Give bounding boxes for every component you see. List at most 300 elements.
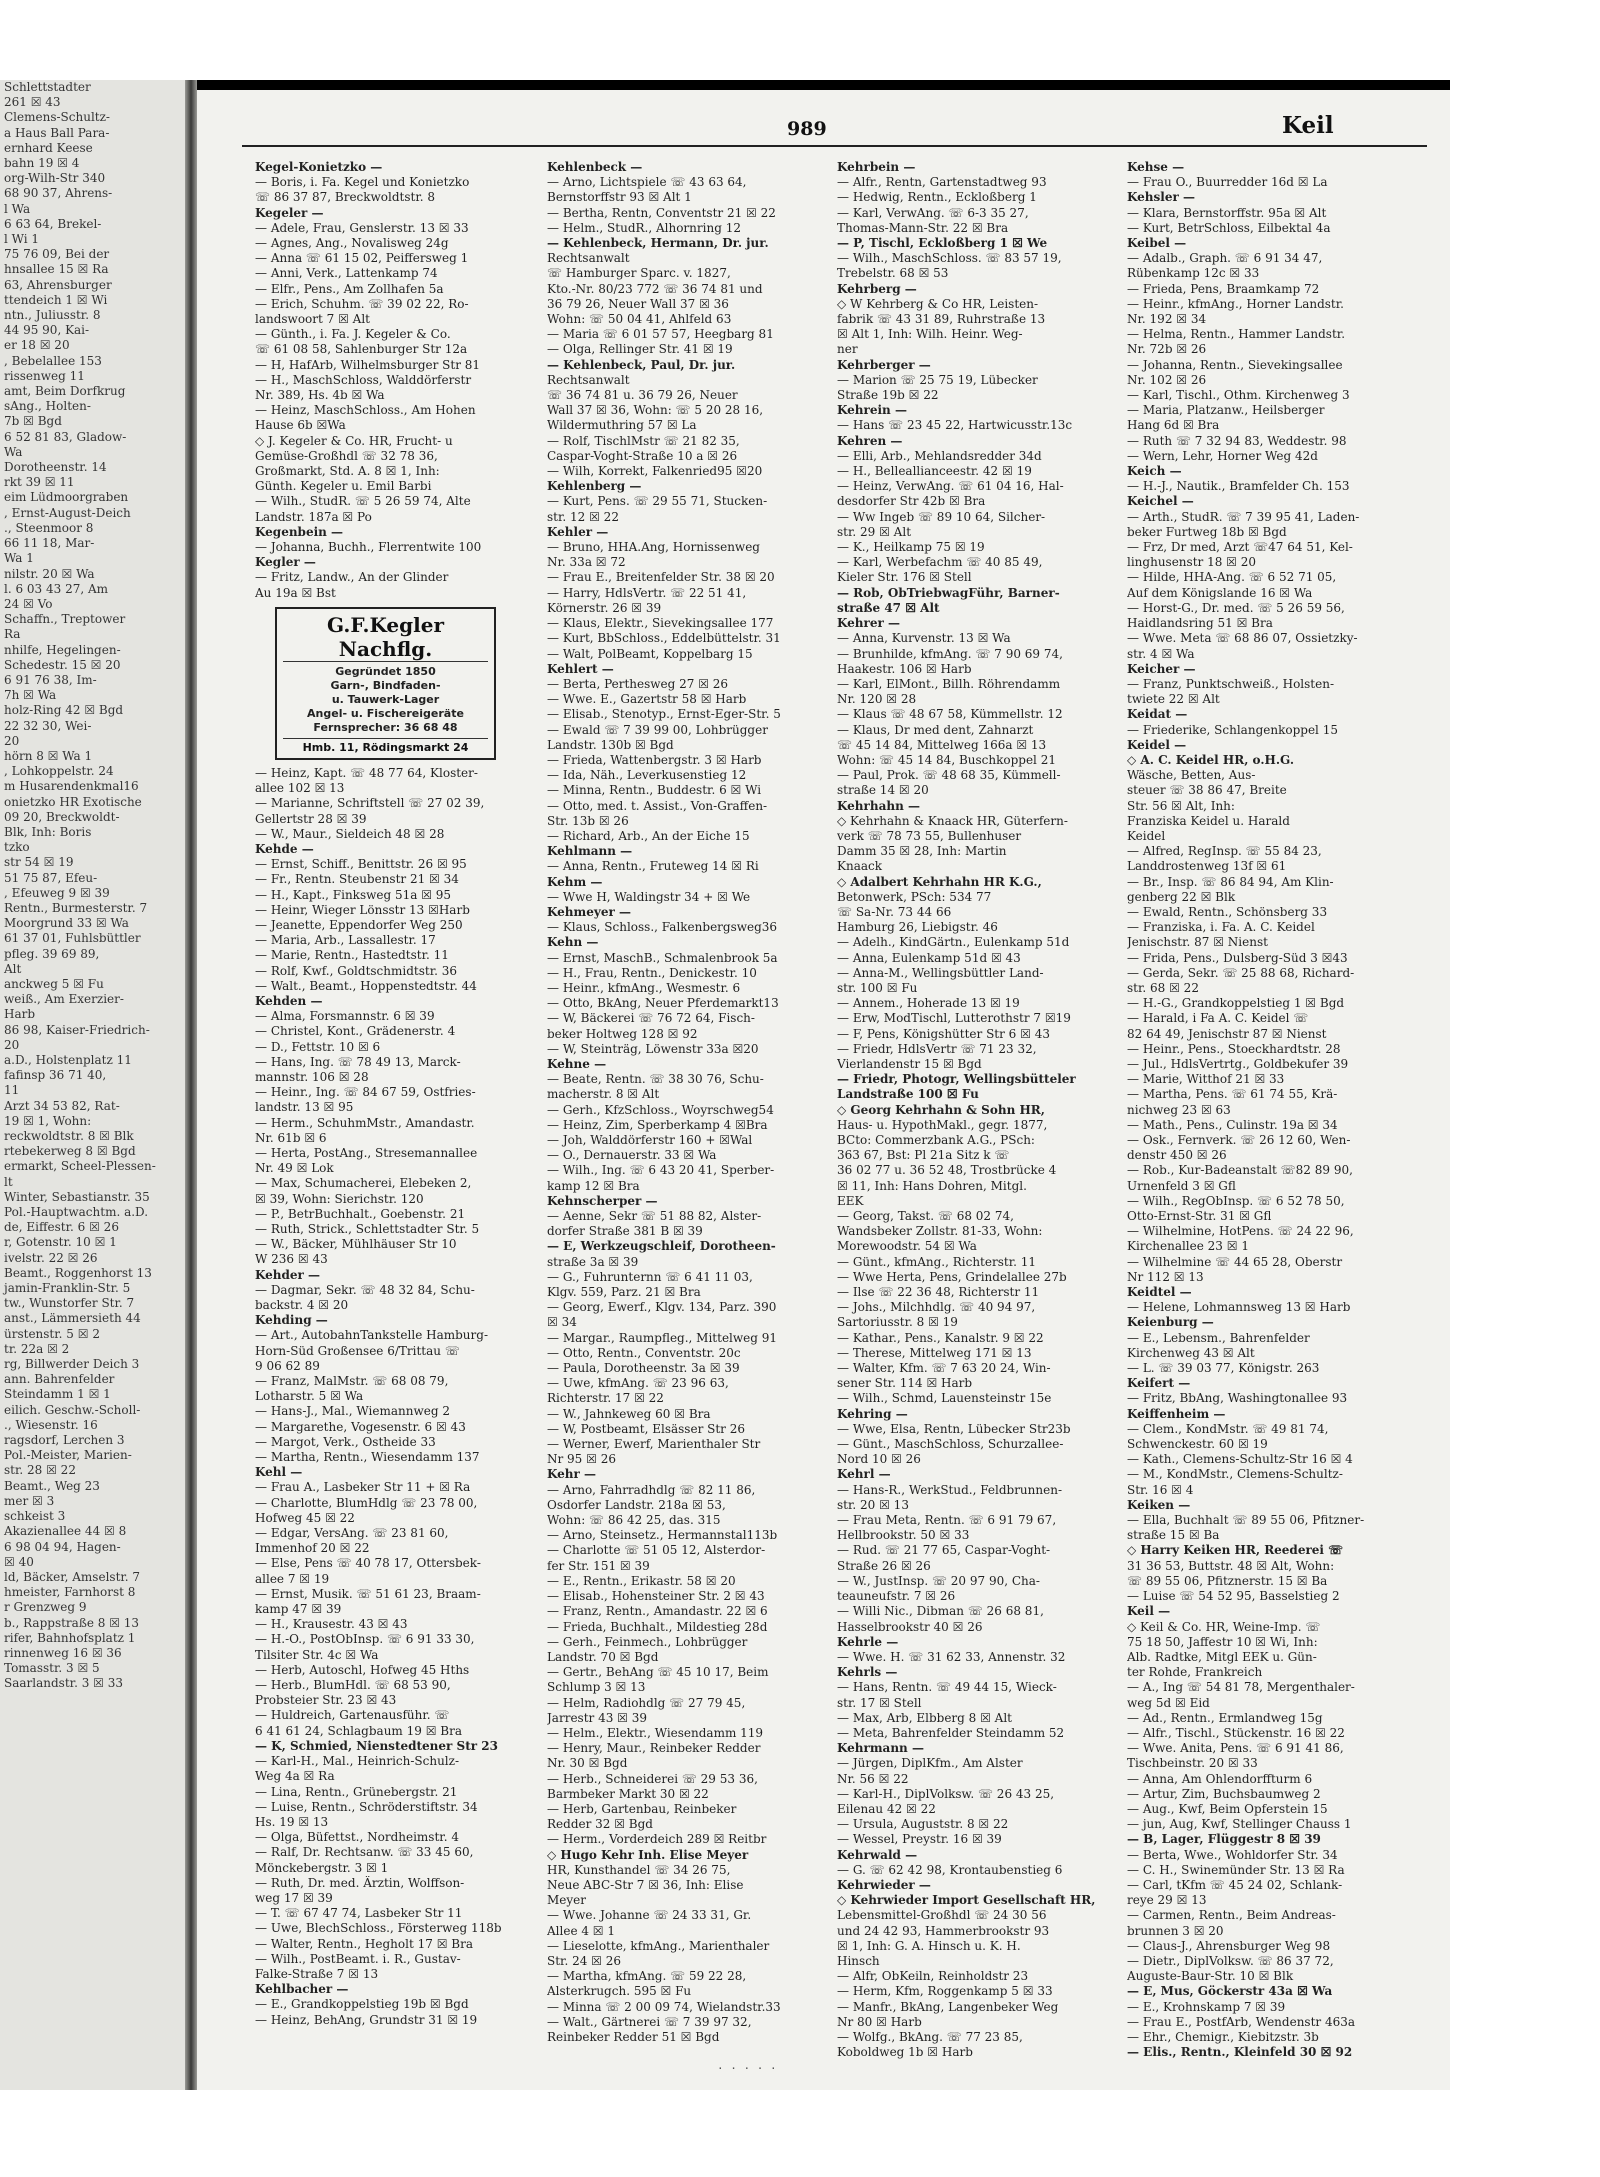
left-page-line: schkeist 3 xyxy=(4,1509,66,1524)
directory-heading: Kehl — xyxy=(255,1465,303,1480)
left-page-line: Clemens-Schultz- xyxy=(4,110,110,125)
directory-entry: — Dietr., DiplVolksw. ☏ 86 37 72, xyxy=(1127,1953,1334,1968)
directory-entry: — E., Grandkoppelstieg 19b ☒ Bgd xyxy=(255,1997,469,2012)
directory-entry: — Ilse ☏ 22 36 48, Richterstr 11 xyxy=(837,1285,1040,1300)
directory-heading: Kehler — xyxy=(547,524,609,539)
left-page-line: weiß., Am Exerzier- xyxy=(4,992,124,1007)
directory-entry: — Ruth ☏ 7 32 94 83, Weddestr. 98 xyxy=(1127,433,1347,448)
directory-heading: Keichel — xyxy=(1127,494,1194,509)
directory-entry: linghusenstr 18 ☒ 20 xyxy=(1127,555,1256,570)
advertisement-line: Garn-, Bindfaden- xyxy=(330,678,441,692)
directory-entry: — Marianne, Schriftstell ☏ 27 02 39, xyxy=(255,796,485,811)
left-page-line: bahn 19 ☒ 4 xyxy=(4,156,80,171)
directory-entry: — Herm., Vorderdeich 289 ☒ Reitbr xyxy=(547,1832,767,1847)
directory-entry: Nr. 389, Hs. 4b ☒ Wa xyxy=(255,388,385,403)
directory-entry: ◇ Keil & Co. HR, Weine-Imp. ☏ xyxy=(1127,1619,1321,1634)
directory-entry: — Dagmar, Sekr. ☏ 48 32 84, Schu- xyxy=(255,1282,475,1297)
directory-entry: — Wilh., Schmd, Lauensteinstr 15e xyxy=(837,1391,1052,1406)
directory-entry: ter Rohde, Frankreich xyxy=(1127,1665,1263,1680)
directory-entry: — Karl, VerwAng. ☏ 6-3 35 27, xyxy=(837,205,1029,220)
directory-heading: — E, Mus, Göckerstr 43a ☒ Wa xyxy=(1127,1984,1333,1999)
directory-entry: — Wilh., Ing. ☏ 6 43 20 41, Sperber- xyxy=(547,1163,775,1178)
directory-entry: kamp 12 ☒ Bra xyxy=(547,1178,640,1193)
left-page-line: l Wa xyxy=(4,201,31,216)
directory-entry: — Ruth, Strick., Schlettstadter Str. 5 xyxy=(255,1221,480,1236)
directory-entry: — Anna, Kurvenstr. 13 ☒ Wa xyxy=(837,631,1011,646)
directory-entry: Falke-Straße 7 ☒ 13 xyxy=(255,1966,379,1981)
advertisement-line: Angel- u. Fischereigeräte xyxy=(307,706,464,720)
directory-entry: str. 12 ☒ 22 xyxy=(547,509,619,524)
directory-entry: — Berta, Perthesweg 27 ☒ 26 xyxy=(547,676,729,691)
directory-entry: — Joh, Walddörferstr 160 + ☒Wal xyxy=(547,1133,753,1147)
directory-heading: Keiken — xyxy=(1127,1497,1191,1512)
directory-entry: weg 5d ☒ Eid xyxy=(1127,1695,1210,1710)
directory-entry: — Herm., SchuhmMstr., Amandastr. xyxy=(255,1115,475,1130)
left-page-line: 44 95 90, Kai- xyxy=(4,323,90,338)
directory-heading: Kehm — xyxy=(547,874,603,889)
left-page-line: anst., Lämmersieth 44 xyxy=(4,1311,141,1326)
left-page-line: 6 63 64, Brekel- xyxy=(4,216,102,231)
left-page-line: rtebekerweg 8 ☒ Bgd xyxy=(4,1144,136,1159)
directory-entry: macherstr. 8 ☒ Alt xyxy=(547,1087,660,1102)
directory-entry: — Walt., Gärtnerei ☏ 7 39 97 32, xyxy=(547,2014,752,2029)
directory-entry: — Frieda, Wattenbergstr. 3 ☒ Harb xyxy=(547,752,762,767)
directory-entry: — Rolf, Kwf., Goldtschmidtstr. 36 xyxy=(255,963,458,978)
directory-heading: Keil — xyxy=(1127,1604,1171,1619)
left-page-line: Beamt., Roggenhorst 13 xyxy=(4,1265,152,1280)
left-page-line: ann. Bahrenfelder xyxy=(4,1372,115,1387)
directory-entry: — Rud. ☏ 21 77 65, Caspar-Voght- xyxy=(837,1543,1051,1558)
directory-heading: Kehrls — xyxy=(837,1665,898,1680)
directory-entry: Landstr. 187a ☒ Po xyxy=(255,509,372,524)
left-page-line: onietzko HR Exotische xyxy=(4,794,142,809)
directory-entry: Wäsche, Betten, Aus- xyxy=(1127,768,1256,783)
directory-entry: — Wern, Lehr, Horner Weg 42d xyxy=(1127,448,1318,463)
left-page-line: ntn., Juliusstr. 8 xyxy=(4,308,101,323)
directory-entry: — Alfr., Tischl., Stückenstr. 16 ☒ 22 xyxy=(1127,1725,1345,1740)
directory-entry: Nr. 120 ☒ 28 xyxy=(837,692,917,707)
left-page-line: lt xyxy=(4,1174,13,1189)
directory-entry: ☒ 34 xyxy=(547,1315,577,1330)
left-page-line: Beamt., Weg 23 xyxy=(4,1478,100,1493)
directory-entry: Wall 37 ☒ 36, Wohn: ☏ 5 20 28 16, xyxy=(547,403,764,418)
directory-entry: ◇ J. Kegeler & Co. HR, Frucht- u xyxy=(255,433,453,448)
directory-entry: Eilenau 42 ☒ 22 xyxy=(837,1801,936,1816)
directory-entry: Probsteier Str. 23 ☒ 43 xyxy=(255,1693,397,1708)
directory-entry: — Otto, Rentn., Conventstr. 20c xyxy=(547,1345,741,1360)
directory-heading: ◇ Adalbert Kehrhahn HR K.G., xyxy=(837,874,1042,889)
directory-entry: Rechtsanwalt xyxy=(547,251,630,266)
directory-entry: landswoort 7 ☒ Alt xyxy=(255,312,371,327)
directory-entry: — Frieda, Pens, Braamkamp 72 xyxy=(1127,281,1320,296)
left-page-line: Harb xyxy=(4,1007,36,1022)
directory-entry: — Lina, Rentn., Grünebergstr. 21 xyxy=(255,1784,458,1799)
directory-entry: — E., Lebensm., Bahrenfelder xyxy=(1127,1330,1310,1345)
directory-entry: steuer ☏ 38 86 47, Breite xyxy=(1127,783,1287,798)
directory-entry: — D., Fettstr. 10 ☒ 6 xyxy=(255,1039,381,1054)
directory-entry: reye 29 ☒ 13 xyxy=(1127,1893,1207,1908)
column-1 xyxy=(255,160,540,2028)
directory-entry: — H, HafArb, Wilhelmsburger Str 81 xyxy=(255,357,481,372)
directory-heading: Kehse — xyxy=(1127,160,1185,174)
directory-entry: — Jul., HdlsVertrtg., Goldbekufer 39 xyxy=(1127,1056,1349,1071)
directory-entry: — Clem., KondMstr. ☏ 49 81 74, xyxy=(1127,1421,1329,1436)
directory-entry: — Georg, Takst. ☏ 68 02 74, xyxy=(837,1209,1014,1224)
directory-entry: ☒ Alt 1, Inh: Wilh. Heinr. Weg- xyxy=(837,327,1023,342)
directory-heading: Kegeler — xyxy=(255,205,324,220)
directory-entry: — Hilde, HHA-Ang. ☏ 6 52 71 05, xyxy=(1127,570,1337,585)
directory-entry: Wohn: ☏ 86 42 25, das. 315 xyxy=(547,1513,721,1528)
directory-entry: — Hans-J., Mal., Wiemannweg 2 xyxy=(255,1404,450,1419)
left-page-line: 20 xyxy=(4,733,20,748)
directory-entry: — Maria, Arb., Lassallestr. 17 xyxy=(255,933,436,948)
firm-advertisement xyxy=(275,607,496,760)
directory-entry: und 24 42 93, Hammerbrookstr 93 xyxy=(837,1923,1050,1938)
directory-entry: — Frau O., Buurredder 16d ☒ La xyxy=(1127,175,1328,190)
directory-entry: 36 79 26, Neuer Wall 37 ☒ 36 xyxy=(547,296,729,311)
directory-entry: — Elisab., Hohensteiner Str. 2 ☒ 43 xyxy=(547,1589,765,1604)
directory-entry: — E., Krohnskamp 7 ☒ 39 xyxy=(1127,1999,1286,2014)
left-page-line: 20 xyxy=(4,1037,20,1052)
left-page-line: 22 32 30, Wei- xyxy=(4,718,92,733)
directory-entry: — Hedwig, Rentn., Eckloßberg 1 xyxy=(837,190,1037,205)
left-page-line: 7b ☒ Bgd xyxy=(4,414,62,429)
directory-heading: — K, Schmied, Nienstedtener Str 23 xyxy=(255,1738,498,1753)
directory-heading: straße 47 ☒ Alt xyxy=(837,600,940,615)
directory-entry: Hasselbrookstr 40 ☒ 26 xyxy=(837,1619,983,1634)
directory-entry: Wohn: ☏ 50 04 41, Ahlfeld 63 xyxy=(547,312,732,327)
directory-entry: — O., Dernauerstr. 33 ☒ Wa xyxy=(547,1148,717,1163)
directory-entry: — Wilh, Korrekt, Falkenried95 ☒20 xyxy=(547,464,763,479)
directory-entry: — Alfr, ObKeiln, Reinholdstr 23 xyxy=(837,1969,1029,1984)
directory-entry: — Uwe, kfmAng. ☏ 23 96 63, xyxy=(547,1376,729,1391)
left-page-line: rg, Billwerder Deich 3 xyxy=(4,1357,140,1372)
left-page-line: tw., Wunstorfer Str. 7 xyxy=(4,1296,135,1311)
directory-entry: Haus- u. HypothMakl., gegr. 1877, xyxy=(837,1117,1048,1132)
directory-heading: Kehnscherper — xyxy=(547,1193,658,1208)
directory-entry: — Olga, Büfettst., Nordheimstr. 4 xyxy=(255,1830,459,1845)
directory-entry: — Wessel, Preystr. 16 ☒ 39 xyxy=(837,1832,1002,1847)
directory-entry: 36 02 77 u. 36 52 48, Trostbrücke 4 xyxy=(837,1163,1057,1178)
directory-entry: Str. 13b ☒ 26 xyxy=(547,813,629,828)
directory-entry: — Alfred, RegInsp. ☏ 55 84 23, xyxy=(1127,844,1322,859)
directory-entry: — Walt, PolBeamt, Koppelbarg 15 xyxy=(547,646,753,661)
left-page-fragment xyxy=(0,80,185,2090)
directory-heading: Kegenbein — xyxy=(255,524,344,539)
directory-entry: Jenischstr. 87 ☒ Nienst xyxy=(1127,935,1268,950)
directory-entry: — Karl-H., DiplVolksw. ☏ 26 43 25, xyxy=(837,1786,1055,1801)
directory-entry: str. 68 ☒ 22 xyxy=(1127,980,1199,995)
left-page-line: mer ☒ 3 xyxy=(4,1493,55,1508)
directory-entry: sener Str. 114 ☒ Harb xyxy=(837,1376,973,1391)
directory-entry: Körnerstr. 26 ☒ 39 xyxy=(547,600,662,615)
left-page-line: amt, Beim Dorfkrug xyxy=(4,384,126,399)
directory-entry: — Wolfg., BkAng. ☏ 77 23 85, xyxy=(837,2029,1023,2044)
directory-entry: — Wwe Herta, Pens, Grindelallee 27b xyxy=(837,1269,1067,1284)
directory-entry: — P., BetrBuchhalt., Goebenstr. 21 xyxy=(255,1206,466,1221)
directory-heading: Kehrmann — xyxy=(837,1741,924,1756)
directory-heading: Kegler — xyxy=(255,555,316,570)
directory-heading: Landstraße 100 ☒ Fu xyxy=(837,1087,979,1102)
advertisement-line: u. Tauwerk-Lager xyxy=(331,692,440,706)
directory-entry: ☏ Sa-Nr. 73 44 66 xyxy=(837,904,952,919)
directory-entry: Tilsiter Str. 4c ☒ Wa xyxy=(255,1647,379,1662)
directory-entry: — Herm, Kfm, Roggenkamp 5 ☒ 33 xyxy=(837,1984,1053,1999)
directory-entry: — H.-O., PostObInsp. ☏ 6 91 33 30, xyxy=(255,1632,475,1647)
directory-heading: Kehsler — xyxy=(1127,190,1195,205)
directory-heading: Keibel — xyxy=(1127,236,1187,251)
directory-entry: Straße 26 ☒ 26 xyxy=(837,1558,931,1573)
directory-entry: — A., Ing ☏ 54 81 78, Mergenthaler- xyxy=(1127,1680,1355,1695)
directory-entry: ◇ W Kehrberg & Co HR, Leisten- xyxy=(837,296,1039,311)
directory-heading: — Kehlenbeck, Paul, Dr. jur. xyxy=(547,357,736,372)
directory-entry: — M., KondMstr., Clemens-Schultz- xyxy=(1127,1467,1343,1482)
directory-entry: — Heinr., kfmAng., Wesmestr. 6 xyxy=(547,980,741,995)
directory-entry: Damm 35 ☒ 28, Inh: Martin xyxy=(837,844,1007,859)
directory-entry: — Math., Pens., Culinstr. 19a ☒ 34 xyxy=(1127,1117,1338,1132)
left-page-line: 261 ☒ 43 xyxy=(4,95,61,110)
left-page-line: Ra xyxy=(4,627,21,642)
directory-entry: — Wwe. Anita, Pens. ☏ 6 91 41 86, xyxy=(1127,1741,1344,1756)
directory-heading: Kehrberger — xyxy=(837,357,931,372)
left-page-line: Steindamm 1 ☒ 1 xyxy=(4,1387,111,1402)
directory-entry: Hofweg 45 ☒ 22 xyxy=(255,1510,355,1525)
directory-entry: HR, Kunsthandel ☏ 34 26 75, xyxy=(547,1862,731,1877)
directory-entry: — Anna, Eulenkamp 51d ☒ 43 xyxy=(837,950,1021,965)
directory-heading: ◇ Kehrwieder Import Gesellschaft HR, xyxy=(837,1893,1096,1908)
directory-heading: Kehlenberg — xyxy=(547,479,642,494)
left-page-line: 24 ☒ Vo xyxy=(4,596,53,611)
guide-word: Keil xyxy=(1282,112,1334,139)
directory-entry: — H., Krausestr. 43 ☒ 43 xyxy=(255,1617,408,1632)
directory-entry: Nr. 49 ☒ Lok xyxy=(255,1161,334,1176)
directory-entry: W 236 ☒ 43 xyxy=(255,1252,328,1267)
directory-heading: Keidel — xyxy=(1127,737,1187,752)
directory-entry: — Osk., Fernverk. ☏ 26 12 60, Wen- xyxy=(1127,1133,1351,1147)
column-4 xyxy=(1127,160,1412,2060)
directory-entry: ☏ 61 08 58, Sahlenburger Str 12a xyxy=(255,342,468,357)
directory-entry: str. 17 ☒ Stell xyxy=(837,1695,922,1710)
directory-entry: Hamburg 26, Liebigstr. 46 xyxy=(837,920,998,935)
directory-entry: — Kathar., Pens., Kanalstr. 9 ☒ 22 xyxy=(837,1330,1044,1345)
directory-entry: Haakestr. 106 ☒ Harb xyxy=(837,661,972,676)
left-page-line: ., Wiesenstr. 16 xyxy=(4,1417,98,1432)
directory-entry: Kieler Str. 176 ☒ Stell xyxy=(837,570,972,585)
directory-entry: — Hans, Rentn. ☏ 49 44 15, Wieck- xyxy=(837,1680,1057,1695)
directory-entry: — Margarethe, Vogesenstr. 6 ☒ 43 xyxy=(255,1419,466,1434)
left-page-line: rissenweg 11 xyxy=(4,368,85,383)
directory-entry: — C. H., Swinemünder Str. 13 ☒ Ra xyxy=(1127,1862,1345,1877)
directory-entry: 363 67, Bst: Pl 21a Sitz k ☏ xyxy=(837,1148,1010,1163)
directory-heading: Kehmeyer — xyxy=(547,904,631,919)
left-page-line: nilstr. 20 ☒ Wa xyxy=(4,566,95,581)
directory-entry: — Herb., BlumHdl. ☏ 68 53 90, xyxy=(255,1678,451,1693)
directory-heading: Kehden — xyxy=(255,993,323,1008)
directory-entry: — Heinr, Wieger Lönsstr 13 ☒Harb xyxy=(255,902,470,917)
left-page-line: , Efeuweg 9 ☒ 39 xyxy=(4,885,110,900)
directory-entry: — G. ☏ 62 42 98, Krontaubenstieg 6 xyxy=(837,1862,1063,1877)
left-page-line: ld, Bäcker, Amselstr. 7 xyxy=(4,1569,141,1584)
directory-entry: Knaack xyxy=(837,859,882,874)
directory-entry: — Berta, Wwe., Wohldorfer Str. 34 xyxy=(1127,1847,1338,1862)
directory-entry: — W., JustInsp. ☏ 20 97 90, Cha- xyxy=(837,1573,1040,1588)
directory-entry: — Arno, Lichtspiele ☏ 43 63 64, xyxy=(547,175,747,190)
left-page-line: 75 76 09, Bei der xyxy=(4,247,110,262)
directory-entry: Nord 10 ☒ 26 xyxy=(837,1452,921,1467)
directory-entry: — Martha, Rentn., Wiesendamm 137 xyxy=(255,1450,480,1465)
directory-heading: Kegel-Konietzko — xyxy=(255,160,383,174)
directory-entry: — Manfr., BkAng, Langenbeker Weg xyxy=(837,1999,1059,2014)
directory-entry: Redder 32 ☒ Bgd xyxy=(547,1817,653,1832)
directory-heading: Kehlmann — xyxy=(547,844,633,859)
directory-entry: beker Furtweg 18b ☒ Bgd xyxy=(1127,524,1287,539)
directory-entry: — Aug., Kwf, Beim Opferstein 15 xyxy=(1127,1801,1328,1816)
directory-entry: — Arno, Fahrradhdlg ☏ 82 11 86, xyxy=(547,1482,756,1497)
left-page-line: 09 20, Breckwoldt- xyxy=(4,809,120,824)
directory-entry: — Kurt, BetrSchloss, Eilbektal 4a xyxy=(1127,220,1331,235)
directory-entry: Gellertstr 28 ☒ 39 xyxy=(255,811,367,826)
directory-entry: — Annem., Hoherade 13 ☒ 19 xyxy=(837,996,1020,1011)
directory-entry: — Kurt, Pens. ☏ 29 55 71, Stucken- xyxy=(547,494,768,509)
left-page-line: 61 37 01, Fuhlsbüttler xyxy=(4,931,141,946)
directory-entry: — W., Bäcker, Mühlhäuser Str 10 xyxy=(255,1237,457,1252)
directory-entry: Tischbeinstr. 20 ☒ 33 xyxy=(1127,1756,1258,1771)
left-page-line: er 18 ☒ 20 xyxy=(4,338,70,353)
directory-entry: — Erich, Schuhm. ☏ 39 02 22, Ro- xyxy=(255,296,469,311)
directory-entry: — Gerh., KfzSchloss., Woyrschweg54 xyxy=(547,1102,774,1117)
left-page-line: l Wi 1 xyxy=(4,232,40,247)
directory-entry: — H., Frau, Rentn., Denickestr. 10 xyxy=(547,965,757,980)
left-page-line: ivelstr. 22 ☒ 26 xyxy=(4,1250,98,1265)
directory-entry: — Wilh., RegObInsp. ☏ 6 52 78 50, xyxy=(1127,1193,1345,1208)
directory-heading: Keifert — xyxy=(1127,1376,1191,1391)
directory-entry: kamp 47 ☒ 39 xyxy=(255,1602,342,1617)
directory-entry: Keidel xyxy=(1127,828,1166,843)
directory-entry: Alsterkrugch. 595 ☒ Fu xyxy=(547,1984,692,1999)
directory-entry: — Helene, Lohmannsweg 13 ☒ Harb xyxy=(1127,1300,1351,1315)
directory-entry: Au 19a ☒ Bst xyxy=(255,585,336,600)
directory-entry: — Henry, Maur., Reinbeker Redder xyxy=(547,1741,761,1756)
bottom-margin xyxy=(0,2090,1600,2177)
directory-entry: verk ☏ 78 73 55, Bullenhuser xyxy=(837,828,1022,843)
left-page-line: , Lohkoppelstr. 24 xyxy=(4,764,114,779)
directory-entry: — H., Belleallianceestr. 42 ☒ 19 xyxy=(837,464,1032,479)
left-page-line: Blk, Inh: Boris xyxy=(4,824,92,839)
left-page-line: r Grenzweg 9 xyxy=(4,1600,87,1615)
left-page-line: Wa 1 xyxy=(4,551,34,566)
left-page-line: ☒ 40 xyxy=(4,1554,34,1569)
directory-entry: — Uwe, BlechSchloss., Försterweg 118b xyxy=(255,1921,502,1936)
directory-entry: — Charlotte, BlumHdlg ☏ 23 78 00, xyxy=(255,1495,478,1510)
directory-entry: — Walter, Kfm. ☏ 7 63 20 24, Win- xyxy=(837,1361,1051,1376)
directory-entry: allee 7 ☒ 19 xyxy=(255,1571,330,1586)
directory-entry: — Harald, i Fa A. C. Keidel ☏ xyxy=(1127,1011,1309,1026)
directory-entry: ☒ 39, Wohn: Sierichstr. 120 xyxy=(255,1191,424,1206)
directory-entry: — Else, Pens ☏ 40 78 17, Ottersbek- xyxy=(255,1556,481,1571)
left-page-line: Schaffn., Treptower xyxy=(4,612,126,627)
left-page-line: m Husarendenkmal16 xyxy=(4,779,139,794)
directory-entry: Auguste-Baur-Str. 10 ☒ Blk xyxy=(1127,1969,1294,1984)
directory-entry: — Ralf, Dr. Rechtsanw. ☏ 33 45 60, xyxy=(255,1845,474,1860)
directory-entry: — Luise, Rentn., Schröderstiftstr. 34 xyxy=(255,1799,478,1814)
left-page-line: str. 28 ☒ 22 xyxy=(4,1463,76,1478)
directory-entry: — Klara, Bernstorffstr. 95a ☒ Alt xyxy=(1127,205,1327,220)
directory-entry: Kirchenweg 43 ☒ Alt xyxy=(1127,1345,1255,1360)
directory-entry: — Herb., Schneiderei ☏ 29 53 36, xyxy=(547,1771,758,1786)
directory-heading: Keidtel — xyxy=(1127,1285,1192,1300)
directory-entry: — Arno, Steinsetz., Hermannstal113b xyxy=(547,1528,778,1543)
directory-entry: ◇ Kehrhahn & Knaack HR, Güterfern- xyxy=(837,813,1068,828)
directory-entry: — Frau A., Lasbeker Str 11 + ☒ Ra xyxy=(255,1480,471,1495)
directory-entry: — Heinz, MaschSchloss., Am Hohen xyxy=(255,403,476,418)
directory-entry: Sartoriusstr. 8 ☒ 19 xyxy=(837,1315,958,1330)
directory-entry: — Georg, Ewerf., Klgv. 134, Parz. 390 xyxy=(547,1300,777,1315)
directory-entry: twiete 22 ☒ Alt xyxy=(1127,692,1220,707)
directory-entry: 31 36 53, Buttstr. 48 ☒ Alt, Wohn: xyxy=(1127,1558,1335,1573)
directory-entry: BCto: Commerzbank A.G., PSch: xyxy=(837,1133,1035,1147)
directory-entry: — Maria, Platzanw., Heilsberger xyxy=(1127,403,1325,418)
left-page-line: hmeister, Farnhorst 8 xyxy=(4,1585,136,1600)
directory-entry: str. 100 ☒ Fu xyxy=(837,980,918,995)
directory-heading: Kehrer — xyxy=(837,616,900,631)
directory-entry: — Christel, Kont., Grädenerstr. 4 xyxy=(255,1024,456,1039)
directory-heading: Keicher — xyxy=(1127,661,1196,676)
directory-heading: ◇ Georg Kehrhahn & Sohn HR, xyxy=(837,1102,1045,1117)
directory-entry: straße 15 ☒ Ba xyxy=(1127,1528,1220,1543)
left-page-line: Schlettstadter xyxy=(4,80,91,94)
directory-entry: Urnenfeld 3 ☒ Gfl xyxy=(1127,1178,1236,1193)
left-page-line: ttendeich 1 ☒ Wi xyxy=(4,292,108,307)
directory-entry: mannstr. 106 ☒ 28 xyxy=(255,1069,369,1084)
directory-entry: — W, Postbeamt, Elsässer Str 26 xyxy=(547,1421,745,1436)
directory-entry: — G., Fuhrunternn ☏ 6 41 11 03, xyxy=(547,1269,753,1284)
directory-entry: — Kurt, BbSchloss., Eddelbüttelstr. 31 xyxy=(547,631,781,646)
directory-entry: — W, Steinträg, Löwenstr 33a ☒20 xyxy=(547,1041,759,1056)
directory-entry: Schlump 3 ☒ 13 xyxy=(547,1680,646,1695)
directory-page xyxy=(197,90,1450,2090)
advertisement-line: Fernsprecher: 36 68 48 xyxy=(313,720,458,734)
directory-entry: 75 18 50, Jaffestr 10 ☒ Wi, Inh: xyxy=(1127,1634,1318,1649)
right-margin xyxy=(1450,0,1600,2177)
directory-entry: — Ida, Näh., Leverkusenstieg 12 xyxy=(547,768,747,783)
directory-entry: Klgv. 559, Parz. 21 ☒ Bra xyxy=(547,1285,701,1300)
directory-entry: Betonwerk, PSch: 534 77 xyxy=(837,889,992,904)
directory-entry: — Erw, ModTischl, Lutterothstr 7 ☒19 xyxy=(837,1011,1071,1026)
left-page-line: tzko xyxy=(4,840,30,855)
directory-entry: dorfer Straße 381 B ☒ 39 xyxy=(547,1224,703,1239)
directory-entry: Franziska Keidel u. Harald xyxy=(1127,813,1290,828)
directory-entry: fer Str. 151 ☒ 39 xyxy=(547,1558,650,1573)
directory-entry: — Helm., StudR., Alhornring 12 xyxy=(547,220,741,235)
directory-entry: — Martha, Pens. ☏ 61 74 55, Krä- xyxy=(1127,1087,1338,1102)
directory-entry: — H., MaschSchloss, Walddörferstr xyxy=(255,372,472,387)
directory-entry: Rübenkamp 12c ☒ 33 xyxy=(1127,266,1260,281)
directory-entry: — Agnes, Ang., Novalisweg 24g xyxy=(255,236,449,251)
left-page-line: rkt 39 ☒ 11 xyxy=(4,475,75,490)
directory-entry: 82 64 49, Jenischstr 87 ☒ Nienst xyxy=(1127,1026,1327,1041)
directory-heading: Keich — xyxy=(1127,464,1182,479)
directory-entry: — Bruno, HHA.Ang, Hornissenweg xyxy=(547,540,760,555)
left-page-line: eim Lüdmoorgraben xyxy=(4,490,129,505)
directory-entry: — Wilh., StudR. ☏ 5 26 59 74, Alte xyxy=(255,494,471,509)
directory-entry: — Gerda, Sekr. ☏ 25 88 68, Richard- xyxy=(1127,965,1355,980)
directory-entry: — Friederike, Schlangenkoppel 15 xyxy=(1127,722,1338,737)
directory-entry: — Ernst, MaschB., Schmalenbrook 5a xyxy=(547,950,778,965)
directory-entry: Wildermuthring 57 ☒ La xyxy=(547,418,697,433)
directory-entry: — Adelh., KindGärtn., Eulenkamp 51d xyxy=(837,935,1070,950)
directory-entry: — Kath., Clemens-Schultz-Str 16 ☒ 4 xyxy=(1127,1452,1353,1467)
directory-entry: — Fritz, Landw., An der Glinder xyxy=(255,570,449,585)
